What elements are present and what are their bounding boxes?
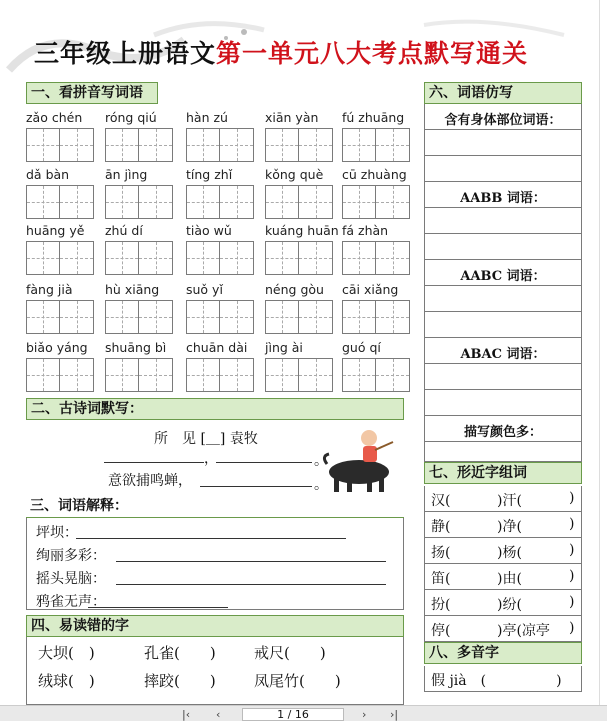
pinyin-prompt: jìng ài [265, 340, 303, 355]
tianzige-cell[interactable] [26, 185, 60, 219]
tianzige-cell[interactable] [60, 185, 94, 219]
imitation-blank-row[interactable] [424, 390, 582, 416]
writing-grid [265, 241, 333, 275]
writing-grid [105, 185, 173, 219]
char-close: ) [569, 568, 575, 584]
writing-grid [105, 358, 173, 392]
writing-grid [26, 241, 94, 275]
term-label: 摇头晃脑： [36, 571, 106, 587]
pinyin-prompt: xiān yàn [265, 110, 319, 125]
char-b: )纷( [497, 597, 522, 613]
writing-grid [342, 185, 410, 219]
char-close: ) [569, 542, 575, 558]
section4-heading: 四、易读错的字 [26, 615, 404, 637]
section7-heading: 七、形近字组词 [424, 462, 582, 484]
poem-blank-1[interactable] [104, 462, 204, 463]
writing-grid [186, 128, 254, 162]
page-indicator[interactable]: 1 / 16 [242, 708, 344, 721]
tianzige-cell[interactable] [139, 185, 173, 219]
pinyin-prompt: fú zhuāng [342, 110, 405, 125]
polyphone-row [424, 666, 582, 692]
char-a: 笛( [431, 571, 451, 587]
writing-grid [26, 300, 94, 334]
pinyin-prompt: hù xiāng [105, 282, 160, 297]
section1-heading: 一、看拼音写词语 [26, 82, 158, 104]
tianzige-cell[interactable] [342, 241, 376, 275]
tianzige-cell[interactable] [265, 185, 299, 219]
tianzige-cell[interactable] [60, 358, 94, 392]
writing-grid [342, 128, 410, 162]
writing-grid [105, 300, 173, 334]
section2-heading: 二、古诗词默写： [26, 398, 404, 420]
char-a: 扮( [431, 597, 451, 613]
writing-grid [186, 358, 254, 392]
tianzige-cell[interactable] [139, 241, 173, 275]
poem-blank-2[interactable] [216, 462, 312, 463]
term-label: 鸦雀无声： [36, 594, 106, 610]
poem-blank-3[interactable] [200, 486, 312, 487]
pinyin-prompt: cāi xiǎng [342, 282, 399, 297]
tianzige-cell[interactable] [342, 128, 376, 162]
similar-char-row [424, 512, 582, 538]
pinyin-prompt: dǎ bàn [26, 167, 70, 182]
writing-grid [265, 358, 333, 392]
tianzige-cell[interactable] [220, 300, 254, 334]
similar-char-row [424, 564, 582, 590]
tianzige-cell[interactable] [265, 300, 299, 334]
imitation-blank-row[interactable] [424, 234, 582, 260]
tianzige-cell[interactable] [342, 300, 376, 334]
tianzige-cell[interactable] [220, 185, 254, 219]
similar-char-row [424, 616, 582, 642]
answer-line[interactable] [88, 607, 228, 608]
buffalo-boy-illustration [319, 420, 399, 495]
page-title [34, 34, 528, 70]
pinyin-prompt: tiào wǔ [186, 223, 232, 238]
pinyin-prompt: huāng yě [26, 223, 85, 238]
writing-grid [186, 185, 254, 219]
tianzige-cell[interactable] [105, 358, 139, 392]
tianzige-cell[interactable] [26, 241, 60, 275]
tianzige-cell[interactable] [220, 128, 254, 162]
poem-sep-1: ， [204, 451, 218, 467]
title-part-black: 三年级上册语文 [34, 39, 217, 68]
pinyin-prompt: néng gòu [265, 282, 324, 297]
tianzige-cell[interactable] [186, 185, 220, 219]
document-page [4, 0, 600, 705]
imitation-label: 含有身体部位词语： [444, 113, 562, 128]
tianzige-cell[interactable] [139, 128, 173, 162]
char-close: ) [569, 516, 575, 532]
pinyin-prompt: guó qí [342, 340, 381, 355]
prev-page-button[interactable]: ‹ [216, 708, 221, 721]
writing-grid [105, 128, 173, 162]
misread-item: 戒尺( ) [254, 644, 326, 662]
char-b: )亭(凉亭 [497, 623, 550, 639]
tianzige-cell[interactable] [139, 300, 173, 334]
tianzige-cell[interactable] [376, 300, 410, 334]
pinyin-prompt: hàn zú [186, 110, 228, 125]
section3-heading: 三、词语解释： [26, 496, 404, 518]
poem-end-1: 。 [314, 453, 328, 469]
tianzige-cell[interactable] [265, 358, 299, 392]
char-a: 汉( [431, 493, 451, 509]
imitation-label-row [424, 182, 582, 208]
pinyin-prompt: fá zhàn [342, 223, 389, 238]
imitation-blank-row[interactable] [424, 364, 582, 390]
similar-char-row [424, 486, 582, 512]
tianzige-cell[interactable] [299, 128, 333, 162]
imitation-label: ABAC 词语： [460, 347, 546, 362]
misread-item: 摔跤( ) [144, 672, 216, 690]
misread-item: 孔雀( ) [144, 644, 216, 662]
tianzige-cell[interactable] [26, 128, 60, 162]
writing-grid [26, 358, 94, 392]
pinyin-prompt: tíng zhǐ [186, 167, 233, 182]
writing-grid [186, 241, 254, 275]
pinyin-prompt: kuáng huān [265, 223, 339, 238]
tianzige-cell[interactable] [342, 358, 376, 392]
pinyin-prompt: kǒng què [265, 167, 324, 182]
imitation-blank-row[interactable] [424, 130, 582, 156]
pinyin-prompt: suǒ yǐ [186, 282, 223, 297]
char-b: )由( [497, 571, 522, 587]
writing-grid [26, 185, 94, 219]
tianzige-cell[interactable] [299, 300, 333, 334]
writing-grid [342, 241, 410, 275]
term-label: 绚丽多彩： [36, 548, 106, 564]
imitation-label-row [424, 338, 582, 364]
answer-line[interactable] [116, 561, 386, 562]
first-page-button[interactable]: |‹ [182, 708, 191, 721]
similar-char-row [424, 538, 582, 564]
tianzige-cell[interactable] [26, 358, 60, 392]
char-close: ) [569, 490, 575, 506]
imitation-label: 描写颜色多： [463, 425, 542, 440]
imitation-label-row [424, 416, 582, 442]
char-a: 静( [431, 519, 451, 535]
pinyin-prompt: chuān dài [186, 340, 248, 355]
tianzige-cell[interactable] [60, 300, 94, 334]
tianzige-cell[interactable] [299, 358, 333, 392]
writing-grid [186, 300, 254, 334]
tianzige-cell[interactable] [376, 358, 410, 392]
char-close: ) [569, 594, 575, 610]
writing-grid [265, 128, 333, 162]
section6-heading: 六、词语仿写 [424, 82, 582, 104]
imitation-blank-row[interactable] [424, 442, 582, 462]
tianzige-cell[interactable] [265, 241, 299, 275]
term-label: 坪坝： [36, 525, 78, 541]
char-close: ) [569, 620, 575, 636]
tianzige-cell[interactable] [105, 185, 139, 219]
tianzige-cell[interactable] [186, 128, 220, 162]
writing-grid [265, 300, 333, 334]
tianzige-cell[interactable] [220, 241, 254, 275]
char-b: )杨( [497, 545, 522, 561]
char-a: 停( [431, 623, 451, 639]
imitation-label: AABB 词语： [460, 191, 546, 206]
tianzige-cell[interactable] [139, 358, 173, 392]
writing-grid [342, 300, 410, 334]
pinyin-prompt: shuāng bì [105, 340, 167, 355]
writing-grid [105, 241, 173, 275]
viewer-toolbar [0, 705, 607, 721]
tianzige-cell[interactable] [376, 185, 410, 219]
polyphone-item: 假 jià ( ) [431, 673, 562, 689]
imitation-blank-row[interactable] [424, 286, 582, 312]
pinyin-prompt: ān jìng [105, 167, 148, 182]
imitation-label: AABC 词语： [460, 269, 546, 284]
misread-item: 凤尾竹( ) [254, 672, 341, 690]
tianzige-cell[interactable] [186, 300, 220, 334]
tianzige-cell[interactable] [265, 128, 299, 162]
tianzige-cell[interactable] [105, 300, 139, 334]
answer-line[interactable] [76, 538, 346, 539]
title-part-red: 第一单元八大考点默写通关 [216, 39, 529, 68]
pinyin-prompt: zǎo chén [26, 110, 83, 125]
misread-item: 大坝( ) [38, 644, 95, 662]
section8-heading: 八、多音字 [424, 642, 582, 664]
poem-line-2: 意欲捕鸣蝉， [108, 473, 192, 489]
tianzige-cell[interactable] [26, 300, 60, 334]
tianzige-cell[interactable] [299, 185, 333, 219]
imitation-blank-row[interactable] [424, 312, 582, 338]
tianzige-cell[interactable] [60, 128, 94, 162]
pinyin-prompt: zhú dí [105, 223, 143, 238]
title-banner [4, 0, 600, 78]
last-page-button[interactable]: ›| [390, 708, 399, 721]
imitation-label-row [424, 260, 582, 286]
tianzige-cell[interactable] [186, 358, 220, 392]
pinyin-prompt: róng qiú [105, 110, 157, 125]
poem-title: 所 见 [＿] 袁牧 [154, 431, 258, 447]
pinyin-prompt: fàng jià [26, 282, 73, 297]
char-b: )汗( [497, 493, 522, 509]
poem-end-2: 。 [314, 477, 328, 493]
imitation-blank-row[interactable] [424, 156, 582, 182]
char-b: )净( [497, 519, 522, 535]
tianzige-cell[interactable] [299, 241, 333, 275]
tianzige-cell[interactable] [60, 241, 94, 275]
writing-grid [265, 185, 333, 219]
answer-line[interactable] [116, 584, 386, 585]
tianzige-cell[interactable] [105, 128, 139, 162]
imitation-label-row [424, 104, 582, 130]
tianzige-cell[interactable] [376, 128, 410, 162]
char-a: 扬( [431, 545, 451, 561]
tianzige-cell[interactable] [220, 358, 254, 392]
writing-grid [342, 358, 410, 392]
next-page-button[interactable]: › [362, 708, 367, 721]
imitation-blank-row[interactable] [424, 208, 582, 234]
writing-grid [26, 128, 94, 162]
tianzige-cell[interactable] [105, 241, 139, 275]
pinyin-prompt: cū zhuàng [342, 167, 407, 182]
tianzige-cell[interactable] [186, 241, 220, 275]
tianzige-cell[interactable] [376, 241, 410, 275]
pinyin-prompt: biǎo yáng [26, 340, 88, 355]
tianzige-cell[interactable] [342, 185, 376, 219]
misread-item: 绒球( ) [38, 672, 95, 690]
similar-char-row [424, 590, 582, 616]
